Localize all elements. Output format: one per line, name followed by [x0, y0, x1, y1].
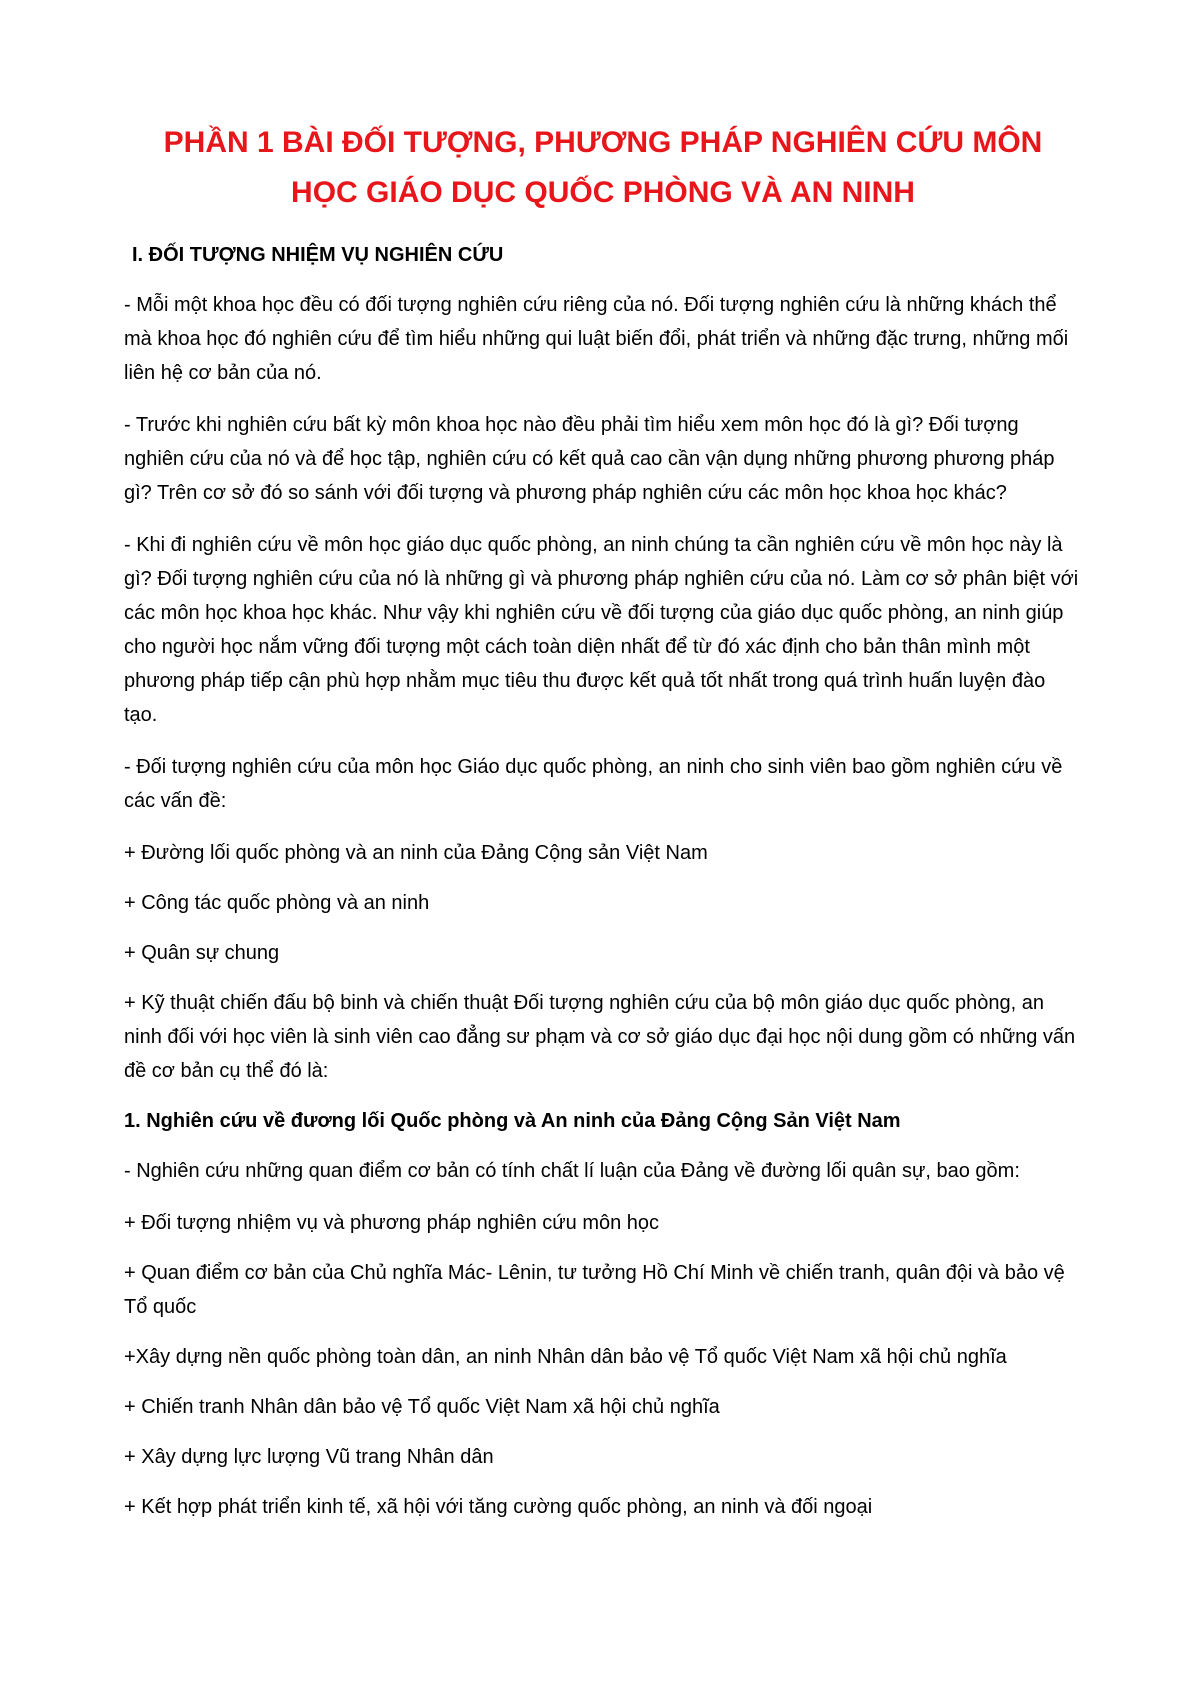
list-item: + Quân sự chung [124, 942, 280, 964]
sub-list-item: + Kết hợp phát triển kinh tế, xã hội với tăng cường quốc phòng, an ninh và đối ngoại [124, 1496, 873, 1518]
sub-heading: 1. Nghiên cứu về đương lối Quốc phòng và An ninh của Đảng Cộng Sản Việt Nam [124, 1110, 901, 1132]
list-item: + Kỹ thuật chiến đấu bộ binh và chiến thuật Đối tượng nghiên cứu của bộ môn giáo dục quốc phòng, an ninh đối với học viên là sinh viên cao đẳng sư phạm và cơ sở giáo dục đại học nội dung gồm có những vấn đề cơ bản cụ thể đó là: [124, 992, 1076, 1082]
sub-list-item: +Xây dựng nền quốc phòng toàn dân, an ninh Nhân dân bảo vệ Tổ quốc Việt Nam xã hội chủ nghĩa [124, 1346, 1007, 1368]
section-heading: I. ĐỐI TƯỢNG NHIỆM VỤ NGHIÊN CỨU [132, 244, 504, 266]
sub-list-item: + Xây dựng lực lượng Vũ trang Nhân dân [124, 1446, 494, 1468]
sub-paragraph: - Nghiên cứu những quan điểm cơ bản có tính chất lí luận của Đảng về đường lối quân sự, bao gồm: [124, 1160, 1020, 1182]
list-item: + Đường lối quốc phòng và an ninh của Đảng Cộng sản Việt Nam [124, 842, 708, 864]
paragraph: - Đối tượng nghiên cứu của môn học Giáo dục quốc phòng, an ninh cho sinh viên bao gồm nghiên cứu về các vấn đề: [124, 756, 1063, 812]
sub-list-item: + Quan điểm cơ bản của Chủ nghĩa Mác- Lênin, tư tưởng Hồ Chí Minh về chiến tranh, quân đội và bảo vệ Tổ quốc [124, 1262, 1065, 1318]
paragraph: - Trước khi nghiên cứu bất kỳ môn khoa học nào đều phải tìm hiểu xem môn học đó là gì? Đối tượng nghiên cứu của nó và để học tập, nghiên cứu có kết quả cao cần vận dụng những phương phương pháp gì? Trên cơ sở đó so sánh với đối tượng và phương pháp nghiên cứu các môn học khoa học khác? [124, 414, 1055, 504]
sub-list-item: + Chiến tranh Nhân dân bảo vệ Tổ quốc Việt Nam xã hội chủ nghĩa [124, 1396, 720, 1418]
paragraph: - Mỗi một khoa học đều có đối tượng nghiên cứu riêng của nó. Đối tượng nghiên cứu là những khách thể mà khoa học đó nghiên cứu để tìm hiểu những qui luật biến đổi, phát triển và những đặc trưng, những mối liên hệ cơ bản của nó. [124, 294, 1069, 384]
title-line-1: PHẦN 1 BÀI ĐỐI TƯỢNG, PHƯƠNG PHÁP NGHIÊN CỨU MÔN [163, 126, 1043, 159]
paragraph: - Khi đi nghiên cứu về môn học giáo dục quốc phòng, an ninh chúng ta cần nghiên cứu về môn học này là gì? Đối tượng nghiên cứu của nó là những gì và phương pháp nghiên cứu của nó. Làm cơ sở phân biệt với các môn học khoa học khác. Như vậy khi nghiên cứu về đối tượng của giáo dục quốc phòng, an ninh giúp cho người học nắm vững đối tượng một cách toàn diện nhất để từ đó xác định cho bản thân mình một phương pháp tiếp cận phù hợp nhằm mục tiêu thu được kết quả tốt nhất trong quá trình huấn luyện đào tạo. [124, 534, 1079, 726]
list-item: + Công tác quốc phòng và an ninh [124, 892, 430, 914]
document-title [124, 118, 1082, 218]
sub-list-item: + Đối tượng nhiệm vụ và phương pháp nghiên cứu môn học [124, 1212, 660, 1234]
title-line-2: HỌC GIÁO DỤC QUỐC PHÒNG VÀ AN NINH [291, 176, 915, 209]
